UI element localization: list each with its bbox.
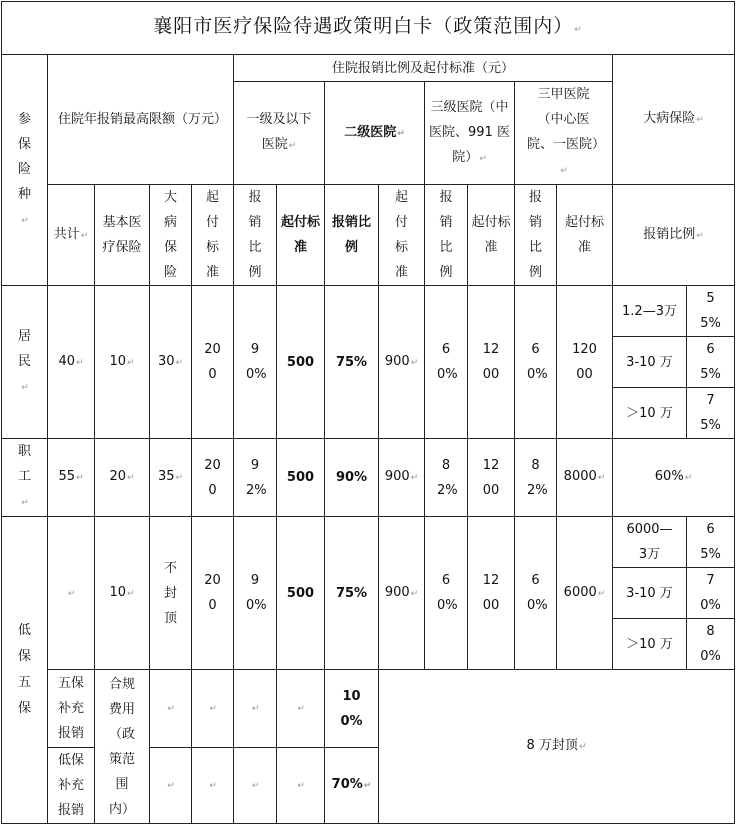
lowincome-tier-range: ＞10 万 — [613, 619, 687, 670]
employee-l3-ratio: 82% — [425, 439, 468, 517]
header-level2: 二级医院↵ — [325, 82, 425, 185]
resident-l3-ratio: 60% — [425, 286, 468, 439]
lowincome-l3-ratio: 60% — [425, 517, 468, 670]
lowincome-l3a-start: 1200 — [468, 517, 515, 670]
header-l1-start: 起付标准 — [192, 185, 234, 286]
resident-l2-start: 500 — [277, 286, 325, 439]
header-serious-start: 起付标准 — [557, 185, 613, 286]
card-title: 襄阳市医疗保险待遇政策明白卡（政策范围内）↵ — [2, 2, 735, 55]
resident-l2-ratio: 75% — [325, 286, 379, 439]
dibao-empty-1: ↵ — [150, 748, 192, 824]
resident-basic: 10↵ — [95, 286, 150, 439]
wubao-empty-1: ↵ — [150, 670, 192, 748]
wubao-empty-4: ↵ — [277, 670, 325, 748]
resident-l3a-ratio: 60% — [515, 286, 557, 439]
lowincome-tier-range: 3-10 万 — [613, 568, 687, 619]
header-serious-short: 大病保险 — [150, 185, 192, 286]
resident-tier-range: ＞10 万 — [613, 388, 687, 439]
employee-l3a-ratio: 82% — [515, 439, 557, 517]
employee-basic: 20↵ — [95, 439, 150, 517]
resident-serious: 30↵ — [150, 286, 192, 439]
wubao-empty-3: ↵ — [234, 670, 277, 748]
header-level3a: 三甲医院（中心医院、一医院）↵ — [515, 82, 613, 185]
header-l1-ratio: 报销比例 — [234, 185, 277, 286]
header-l2-start: 起付标准 — [277, 185, 325, 286]
employee-total: 55↵ — [48, 439, 95, 517]
lowincome-total: ↵ — [48, 517, 95, 670]
lowincome-basic: 10↵ — [95, 517, 150, 670]
header-l3a-start: 起付标准 — [468, 185, 515, 286]
lowincome-tier-ratio: 70% — [687, 568, 735, 619]
header-serious: 大病保险↵ — [613, 55, 735, 185]
resident-serious-start: 12000 — [557, 286, 613, 439]
header-l3a-ratio: 报销比例 — [515, 185, 557, 286]
employee-l2-ratio: 90% — [325, 439, 379, 517]
header-max-reimb: 住院年报销最高限额（万元） — [48, 55, 234, 185]
employee-serious: 35↵ — [150, 439, 192, 517]
supplement-cap: 8 万封顶↵ — [379, 670, 735, 824]
header-category: 参保险种↵ — [2, 55, 48, 286]
header-ratio-group: 住院报销比例及起付标准（元） — [234, 55, 613, 82]
employee-serious-ratio: 60%↵ — [613, 439, 735, 517]
lowincome-serious: 不封顶 — [150, 517, 192, 670]
employee-l1-ratio: 92% — [234, 439, 277, 517]
resident-l3-start: 900↵ — [379, 286, 425, 439]
resident-total: 40↵ — [48, 286, 95, 439]
dibao-empty-3: ↵ — [234, 748, 277, 824]
header-l2-ratio: 报销比例 — [325, 185, 379, 286]
employee-l1-start: 200 — [192, 439, 234, 517]
employee-l3-start: 900↵ — [379, 439, 425, 517]
employee-l3a-start: 1200 — [468, 439, 515, 517]
row-lowincome-label: 低保五保 — [2, 517, 48, 824]
policy-card-table — [1, 1, 735, 824]
supplement-scope: 合规费用（政策范围内） — [95, 670, 150, 824]
lowincome-l1-start: 200 — [192, 517, 234, 670]
employee-l2-start: 500 — [277, 439, 325, 517]
row-employee-label: 职工↵ — [2, 439, 48, 517]
wubao-label: 五保补充报销 — [48, 670, 95, 748]
resident-tier-range: 1.2—3万 — [613, 286, 687, 337]
resident-tier-range: 3-10 万 — [613, 337, 687, 388]
resident-l3a-start: 1200 — [468, 286, 515, 439]
lowincome-l2-start: 500 — [277, 517, 325, 670]
header-level1: 一级及以下医院↵ — [234, 82, 325, 185]
header-l3-start: 起付标准 — [379, 185, 425, 286]
dibao-empty-4: ↵ — [277, 748, 325, 824]
lowincome-serious-start: 6000↵ — [557, 517, 613, 670]
dibao-empty-2: ↵ — [192, 748, 234, 824]
lowincome-l3-start: 900↵ — [379, 517, 425, 670]
employee-serious-start: 8000↵ — [557, 439, 613, 517]
lowincome-tier-ratio: 80% — [687, 619, 735, 670]
header-basic: 基本医疗保险 — [95, 185, 150, 286]
header-serious-ratio: 报销比例↵ — [613, 185, 735, 286]
dibao-ratio: 70%↵ — [325, 748, 379, 824]
lowincome-tier-range: 6000—3万 — [613, 517, 687, 568]
wubao-ratio: 100% — [325, 670, 379, 748]
header-level3: 三级医院（中医院、991 医院）↵ — [425, 82, 515, 185]
resident-l1-start: 200 — [192, 286, 234, 439]
dibao-label: 低保补充报销 — [48, 748, 95, 824]
resident-l1-ratio: 90% — [234, 286, 277, 439]
header-total: 共计↵ — [48, 185, 95, 286]
lowincome-l1-ratio: 90% — [234, 517, 277, 670]
lowincome-l2-ratio: 75% — [325, 517, 379, 670]
resident-tier-ratio: 75% — [687, 388, 735, 439]
lowincome-tier-ratio: 65% — [687, 517, 735, 568]
header-l3-ratio: 报销比例 — [425, 185, 468, 286]
lowincome-l3a-ratio: 60% — [515, 517, 557, 670]
resident-tier-ratio: 65% — [687, 337, 735, 388]
resident-tier-ratio: 55% — [687, 286, 735, 337]
row-resident-label: 居民↵ — [2, 286, 48, 439]
wubao-empty-2: ↵ — [192, 670, 234, 748]
